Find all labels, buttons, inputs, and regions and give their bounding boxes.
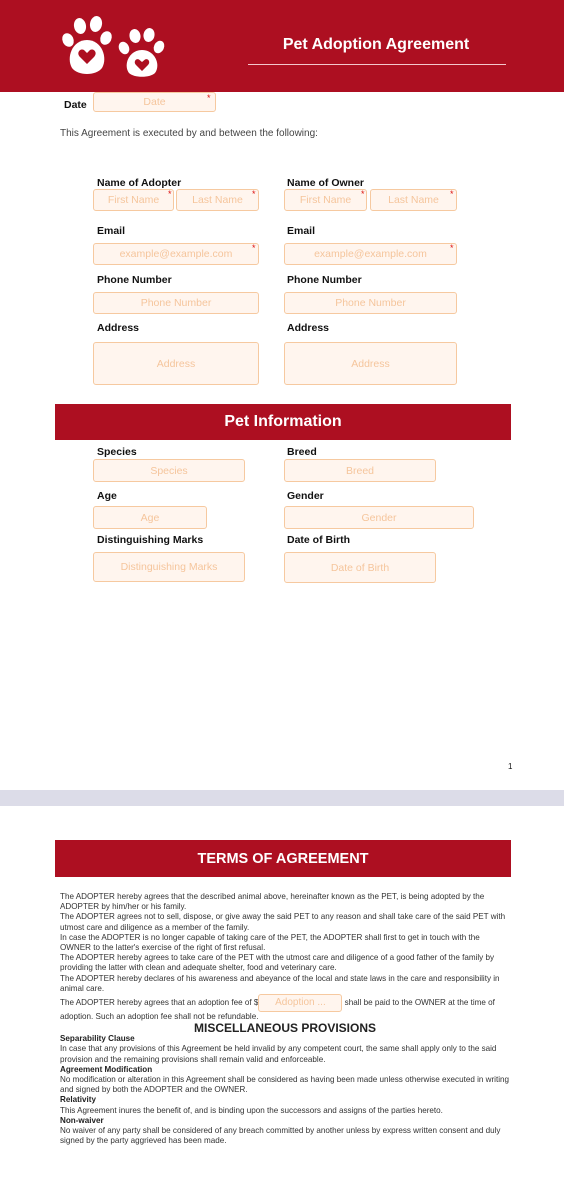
required-asterisk: *	[361, 189, 365, 199]
adopter-name-label: Name of Adopter	[97, 177, 182, 189]
terms-paragraph: The ADOPTER hereby agrees that the described animal above, hereinafter known as the PET, is being adopted by the ADOPTER by him/her or his family.	[60, 892, 485, 912]
age-input[interactable]: Age	[93, 506, 207, 529]
date-of-birth-input[interactable]: Date of Birth	[284, 552, 436, 583]
required-asterisk: *	[252, 243, 256, 253]
owner-phone-label: Phone Number	[287, 274, 362, 286]
adopter-address-label: Address	[97, 322, 140, 334]
intro-text: This Agreement is executed by and between the following:	[60, 128, 318, 139]
owner-last-name-input[interactable]: Last Name	[370, 189, 457, 211]
required-asterisk: *	[168, 189, 172, 199]
paw-prints-icon	[60, 14, 172, 78]
page-number: 1	[508, 762, 513, 771]
required-asterisk: *	[252, 189, 256, 199]
terms-paragraph: The ADOPTER hereby agrees to take care of the PET with the utmost care and diligence of a good father of the family by providing the latter with clean and adequate shelter, food and veterinary care.	[60, 953, 494, 973]
owner-first-name-input[interactable]: First Name	[284, 189, 367, 211]
owner-phone-input[interactable]: Phone Number	[284, 292, 457, 314]
modification-text: No modification or alteration in this Agreement shall be considered as having been made unless otherwise executed in writing and signed by both the ADOPTER and the OWNER.	[60, 1075, 510, 1095]
adopter-phone-input[interactable]: Phone Number	[93, 292, 259, 314]
date-label: Date	[64, 99, 87, 111]
gender-input[interactable]: Gender	[284, 506, 474, 529]
gender-label: Gender	[287, 490, 324, 502]
species-label: Species	[97, 446, 137, 458]
breed-label: Breed	[287, 446, 317, 458]
fee-text-before: The ADOPTER hereby agrees that an adoption fee of $	[60, 998, 259, 1008]
required-asterisk: *	[207, 93, 211, 103]
modification-heading: Agreement Modification	[60, 1064, 153, 1074]
miscellaneous-provisions-title: MISCELLANEOUS PROVISIONS	[193, 1021, 377, 1036]
terms-paragraph: In case the ADOPTER is no longer capable of taking care of the PET, the ADOPTER shall first to get in touch with the OWNER to the latter's exercise of the right of first refusal.	[60, 932, 480, 953]
date-field[interactable]: Date	[93, 92, 216, 112]
separability-heading: Separability Clause	[60, 1034, 135, 1044]
pet-information-header: Pet Information	[55, 404, 511, 440]
adopter-email-input[interactable]: example@example.com	[93, 243, 259, 265]
owner-name-label: Name of Owner	[287, 177, 365, 189]
adopter-address-input[interactable]: Address	[93, 342, 259, 385]
relativity-text: This Agreement inures the benefit of, and is binding upon the successors and assigns of the parties hereto.	[60, 1105, 443, 1115]
species-input[interactable]: Species	[93, 459, 245, 482]
terms-paragraph: The ADOPTER hereby declares of his awareness and abeyance of the local and state laws in the care and responsibility in animal care.	[60, 973, 500, 993]
relativity-heading: Relativity	[60, 1095, 96, 1105]
separability-text: In case that any provisions of this Agreement be held invalid by any competent court, the same shall apply only to the said provision and the remaining provisions shall remain valid and enforceable.	[60, 1044, 497, 1064]
non-waiver-heading: Non-waiver	[60, 1115, 104, 1125]
terms-paragraph: The ADOPTER agrees not to sell, dispose, or give away the said PET to any reason and shall take care of the said PET with utmost care and diligence as a member of the family.	[60, 912, 506, 932]
age-label: Age	[97, 490, 117, 502]
title-underline	[248, 64, 506, 65]
required-asterisk: *	[450, 243, 454, 253]
owner-email-label: Email	[287, 225, 316, 237]
distinguishing-marks-input[interactable]: Distinguishing Marks	[93, 552, 245, 582]
adopter-phone-label: Phone Number	[97, 274, 172, 286]
adopter-last-name-input[interactable]: Last Name	[176, 189, 259, 211]
adopter-email-label: Email	[97, 225, 126, 237]
terms-body	[60, 892, 510, 1146]
distinguishing-marks-label: Distinguishing Marks	[97, 534, 204, 546]
owner-email-input[interactable]: example@example.com	[284, 243, 457, 265]
adopter-first-name-input[interactable]: First Name	[93, 189, 174, 211]
terms-of-agreement-header: TERMS OF AGREEMENT	[55, 840, 511, 877]
owner-address-label: Address	[287, 322, 330, 334]
fee-text-after: shall be paid to the OWNER at the time of adoption. Such an adoption fee shall not be refundable.	[60, 998, 495, 1022]
page-2	[0, 806, 564, 1198]
header-bar	[0, 0, 564, 92]
date-of-birth-label: Date of Birth	[287, 534, 350, 546]
non-waiver-text: No waiver of any party shall be considered of any breach committed by another unless by express written consent and duly signed by the party aggrieved has been made.	[60, 1126, 501, 1146]
breed-input[interactable]: Breed	[284, 459, 436, 482]
owner-address-input[interactable]: Address	[284, 342, 457, 385]
required-asterisk: *	[450, 189, 454, 199]
terms-paragraph-fee	[60, 994, 510, 1022]
adoption-fee-input[interactable]: Adoption ...	[258, 994, 342, 1012]
document-title: Pet Adoption Agreement	[282, 36, 470, 53]
